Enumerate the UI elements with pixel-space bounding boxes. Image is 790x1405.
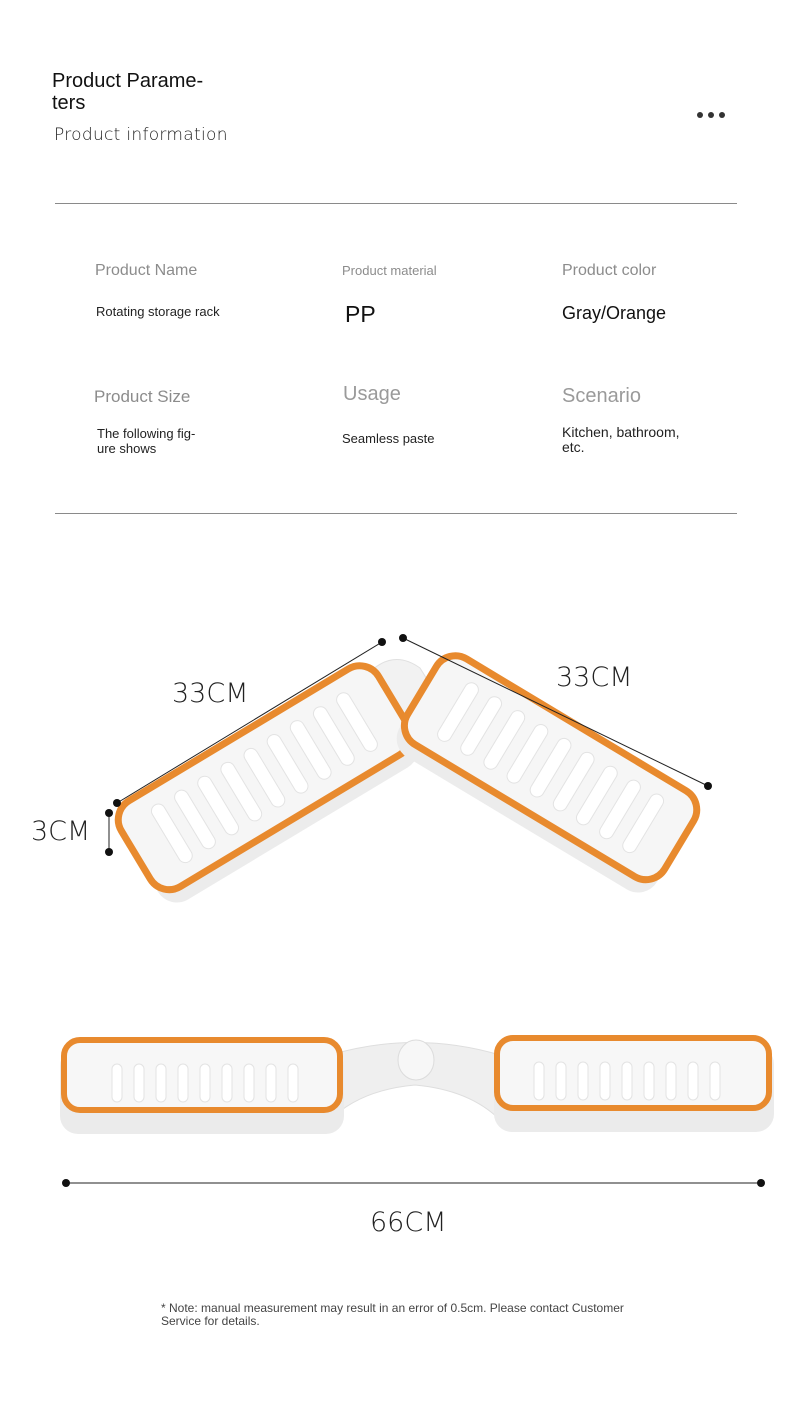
param-label-name: Product Name xyxy=(95,262,198,279)
page-title: Product Parame- ters xyxy=(52,70,204,114)
param-value-usage: Seamless paste xyxy=(342,431,435,446)
param-label-material: Product material xyxy=(342,263,437,278)
param-value-size: The following fig- ure shows xyxy=(97,426,196,456)
measurement-note: * Note: manual measurement may result in an error of 0.5cm. Please contact Customer Service for details. xyxy=(161,1301,624,1328)
height-label: 3CM xyxy=(31,816,91,847)
param-value-scenario: Kitchen, bathroom, etc. xyxy=(562,424,680,455)
param-value-name: Rotating storage rack xyxy=(96,304,220,319)
page-subtitle: Product information xyxy=(54,125,228,145)
left-length-label: 33CM xyxy=(172,678,249,709)
total-length-label: 66CM xyxy=(370,1207,447,1238)
param-label-usage: Usage xyxy=(343,383,401,405)
flat-rack-view xyxy=(60,1038,774,1187)
param-label-color: Product color xyxy=(562,262,657,279)
param-label-scenario: Scenario xyxy=(562,385,641,407)
param-value-material: PP xyxy=(345,301,376,327)
param-label-size: Product Size xyxy=(94,387,191,406)
right-length-label: 33CM xyxy=(556,662,633,693)
param-value-color: Gray/Orange xyxy=(562,303,667,323)
